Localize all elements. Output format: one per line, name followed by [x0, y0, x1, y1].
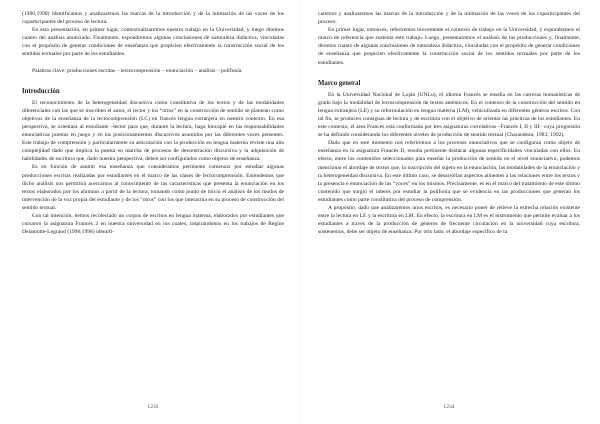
page-gutter [299, 0, 301, 424]
paragraph: A propósito, dado que analizaremos unos escritos, es necesario poner de relieve la estrecha relación existente entre la lectura en LE y la escritura en LM. En efecto, la escritura en LM es el instrumento que permite evaluar a los estudiantes a través de la producción de géneros de frecuente circulación en la universidad cuya escritura, sostenemos, debe ser objeto de enseñanza. Por otro lado, el abordaje específico de la [318, 204, 580, 236]
paragraph: El reconocimiento de la heterogeneidad discursiva como constitutiva de los textos y de las modalidades diferenciales con las que se inscriben el autor, el lector y los “otros” en la construcción de sentido se plantean como objetivos de la enseñanza de la lectocomprensión (LC) en francés lengua extranjera en nuestro contexto. En esa perspectiva, se orientará al estudiante –lector para que, durante la lectura, haga hincapié en las responsabilidades enunciativas puestas en juego y en los posicionamientos discursivos asumidos por las diferentes voces presentes. Este trabajo de comprensión y particularmente su articulación con la producción en lengua materna reviste una alta complejidad dado que implica la puesta en marcha de procesos de descentración discursiva y la adquisición de habilidades de escritura que, dado nuestra perspectiva, deben ser configurados como objetos de enseñanza. [22, 99, 284, 163]
paragraph: En la Universidad Nacional de Luján (UNLu), el idioma Francés se enseña en las carreras humanísticas de grado bajo la modalidad de lectocomprensión de textos auténticos. En el contexto de la construcción del sentido en lengua extranjera (LE) y su reformulación en lengua materna (LM), vehiculizada en diferentes géneros escritos. Con tal fin, se producen consignas de lectura y de escritura con el objetivo de orientar las prácticas de los estudiantes. En este contexto, el área Francés está conformada por tres asignaturas correlativas –Francés I, II y III– cuya progresión se ha definido considerando los diferentes niveles de producción de sentido textual (Charaudeau, 1983; 1992). [318, 91, 580, 139]
paragraph: (1996,1998) identificamos y analizaremos las marcas de la introducción y de la intimación de las voces de los coparticipantes del proceso de lectura. [22, 11, 284, 26]
left-page [22, 10, 284, 236]
keywords: Palabras clave: producciones escritas – lectocomprensión – enunciación – análisis – polifonía. [32, 67, 243, 74]
paragraph: Es en función de asumir esa enseñanza que consideramos pertinente comenzar por estudiar algunas producciones escritas realizadas por estudiantes en el marco de las clases de lectocomprensión. Entendemos que dicho análisis nos permitirá acercarnos al conocimiento de las características que presenta la enunciación en los textos elaborados por los alumnos a partir de la lectura, tomando como punto de inicio el análisis de los modos de intervención de la voz propia del estudiante y de los “otros” con los que interactúa en su proceso de construcción del sentido textual. [22, 164, 284, 211]
paragraph: Con tal intención, hemos recolectado un corpus de escritos en lengua materna, elaborados por estudiantes que cursaron la asignatura Francés 2 en nuestra universidad en los cuales, inspirándonos en los trabajos de Régine Delamotte-Legrand (1996,1998) identifi- [22, 212, 284, 236]
paragraph: Dado que en este momento nos referiremos a los procesos enunciativos que se configuran como objeto de enseñanza en la asignatura Francés II, resulta pertinente destacar algunas especificidades vinculadas con ellos. En efecto, entre los contenidos seleccionados para enseñar la producción de sentido en el nivel enunciativo, podemos mencionar el abordaje de textos que, la inscripción del sujeto en la enunciación, las modalidades de la enunciación y la heterogeneidad discursiva. En este último caso, se desarrollan aspectos atinentes a las relaciones entre los textos y la presencia e enunciación de las “voces” en los mismos. Precisamente, es en el marco del tratamiento de este último contenido que surgió el interés por estudiar la polifonía que se evidencia en las producciones que generan los estudiantes como parte constitutiva del proceso de comprensión. [318, 140, 580, 203]
right-page [318, 10, 580, 236]
page-number: 1233 [147, 404, 159, 410]
section-heading: Introducción [22, 87, 60, 95]
paragraph: caremos y analizaremos las marcas de la introducción y de la intimación de las voces de los coparticipantes del proceso. [318, 11, 580, 26]
section-heading: Marco general [318, 79, 361, 87]
paragraph: En esta presentación, en primer lugar, contextualizaremos nuestro trabajo en la Universidad, y luego diremos cuanto del análisis anunciado. Finalmente, expondremos algunas conclusiones de naturaleza didáctica, vinculadas con el propósito de generar condiciones de enseñanza que propicien efectivamente la construcción social de los sentidos textuales por parte de los estudiantes. [22, 27, 284, 58]
paragraph: En primer lugar, entonces, referiremos brevemente el contexto de trabajo en la Universidad, y expondremos el marco de referencia que sustenta este trabajo. Luego, presentaremos el análisis de las producciones y, finalmente, diremos cuanto de algunas conclusiones de naturaleza didáctica, vinculadas con el propósito de generar condiciones de enseñanza que propicien efectivamente la construcción social de los sentidos textuales por parte de los estudiantes. [318, 27, 580, 66]
page-number: 1234 [443, 404, 455, 410]
